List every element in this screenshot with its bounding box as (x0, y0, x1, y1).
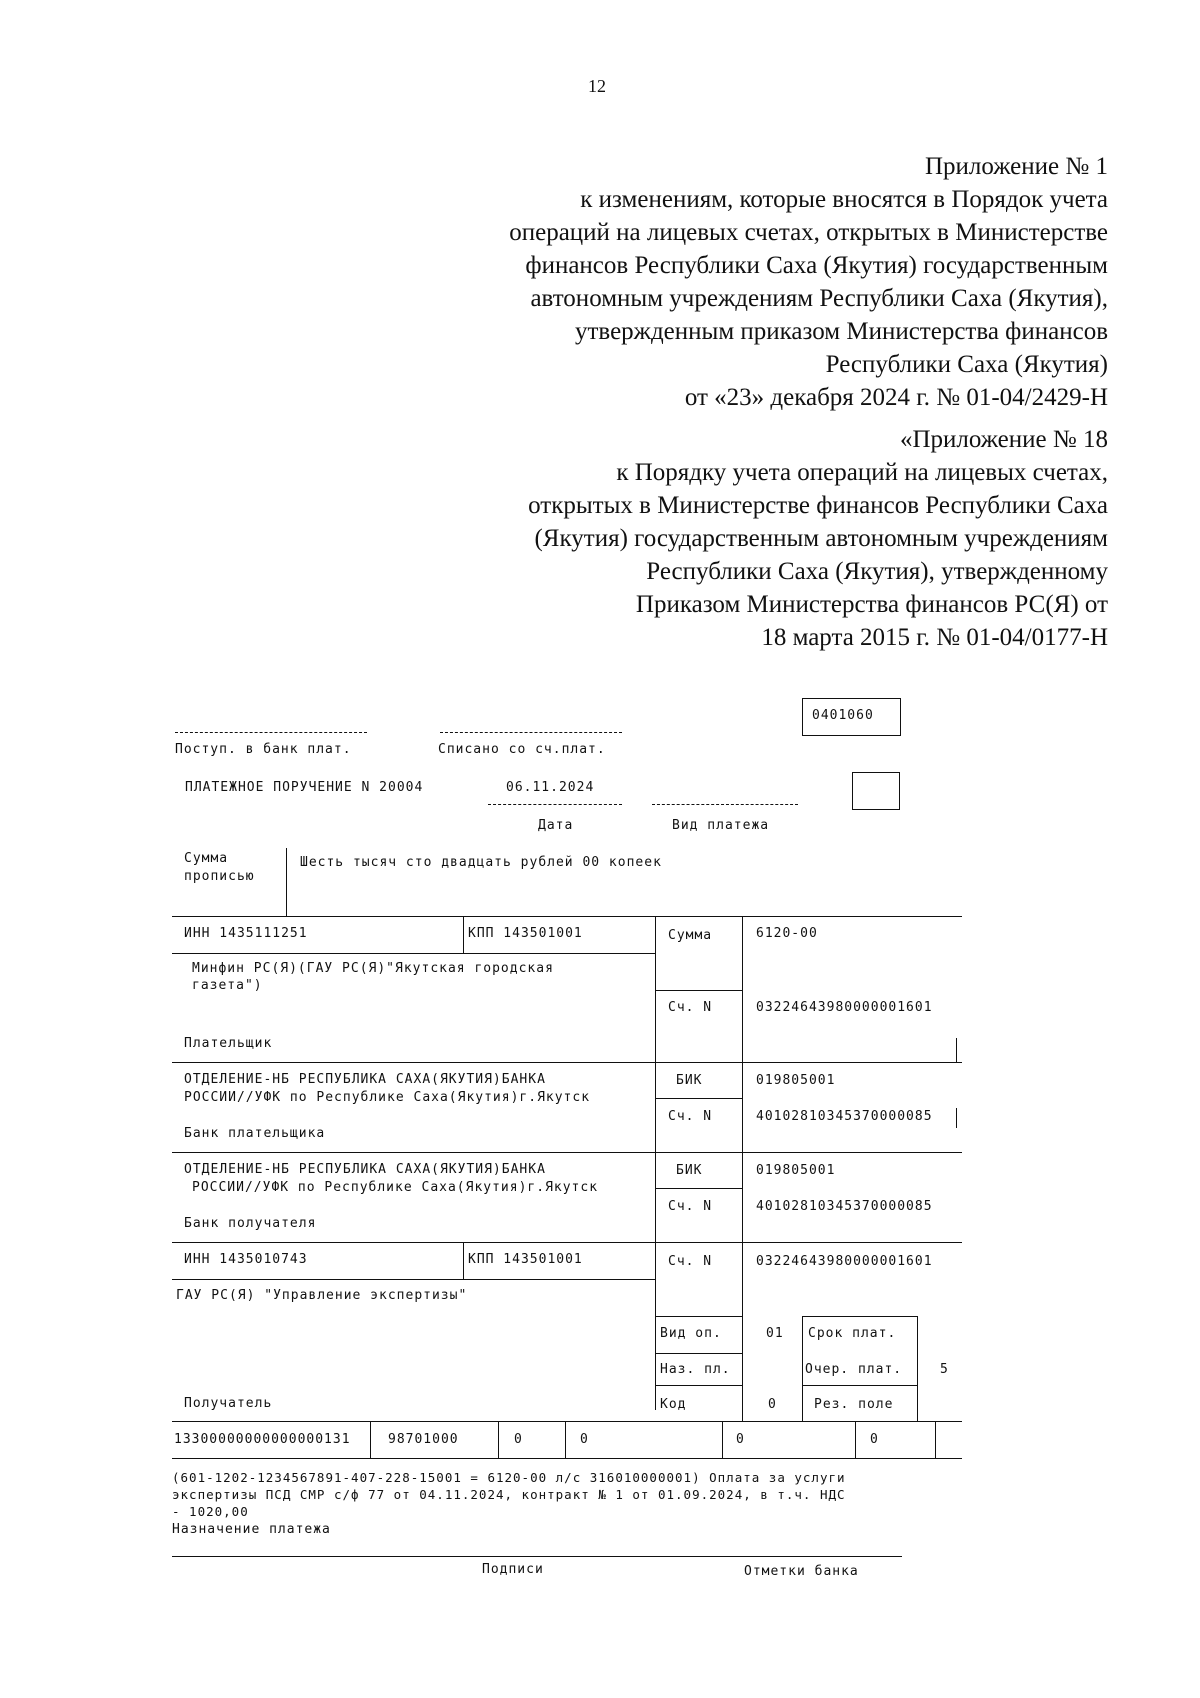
tax-field: 0 (870, 1432, 879, 1447)
payment-type-label: Вид платежа (672, 818, 770, 833)
payer-bank-bik-label: БИК (676, 1073, 703, 1088)
payer-bank-account-label: Сч. N (668, 1109, 713, 1124)
amount-words-label: Сумма (184, 851, 229, 866)
purpose-label: Назначение платежа (172, 1522, 331, 1537)
tax-field: 0 (580, 1432, 589, 1447)
appendix-18-line: 18 марта 2015 г. № 01-04/0177-Н (761, 624, 1108, 651)
payee-inn: ИНН 1435010743 (184, 1252, 308, 1267)
term-label: Срок плат. (808, 1326, 897, 1341)
tax-field-kbk: 13300000000000000131 (174, 1432, 351, 1447)
payee-bank-label: Банк получателя (184, 1216, 317, 1231)
payer-name-2: газета") (192, 978, 263, 993)
payee-bank-account-label: Сч. N (668, 1199, 713, 1214)
grid-line (802, 1316, 803, 1422)
grid-line (172, 1242, 962, 1243)
purpose-line: (601-1202-1234567891-407-228-15001 = 6120-00 л/с 316010000001) Оплата за услуги (172, 1470, 846, 1485)
signatures-label: Подписи (482, 1562, 544, 1577)
payee-name: ГАУ РС(Я) "Управление экспертизы" (176, 1288, 468, 1303)
grid-line (956, 1108, 957, 1128)
appendix-18-line: открытых в Министерстве финансов Республики Саха (528, 492, 1108, 519)
grid-line (172, 1152, 962, 1153)
appendix-18-line: Приказом Министерства финансов РС(Я) от (635, 591, 1108, 618)
amount-value: 6120-00 (756, 926, 818, 941)
payer-label: Плательщик (184, 1036, 273, 1051)
grid-line (498, 1421, 499, 1458)
grid-line (655, 1188, 742, 1189)
grid-line (935, 1421, 936, 1458)
signature-line (172, 1556, 902, 1557)
grid-line (855, 1421, 856, 1458)
code-value: 0 (768, 1397, 777, 1412)
payee-account: 03224643980000001601 (756, 1254, 933, 1269)
date-dash-line (488, 804, 622, 805)
grid-line (742, 916, 743, 1422)
appendix-18-line: к Порядку учета операций на лицевых счетах, (616, 459, 1108, 486)
grid-line (370, 1421, 371, 1458)
received-dash-line (175, 732, 367, 733)
grid-line (172, 1458, 962, 1459)
op-type-value: 01 (766, 1326, 784, 1341)
grid-line (917, 1316, 918, 1422)
payer-account-label: Сч. N (668, 1000, 713, 1015)
debited-label: Списано со сч.плат. (438, 742, 606, 757)
appendix-1-line: от «23» декабря 2024 г. № 01-04/2429-Н (684, 384, 1108, 411)
appendix-1-header (509, 150, 1108, 414)
grid-line (463, 916, 464, 954)
amount-words-label-2: прописью (184, 869, 255, 884)
payee-bank-account: 40102810345370000085 (756, 1199, 933, 1214)
payee-account-label: Сч. N (668, 1254, 713, 1269)
grid-line (655, 990, 742, 991)
grid-line (565, 1421, 566, 1458)
appendix-1-line: операций на лицевых счетах, открытых в Министерстве (509, 219, 1108, 246)
appendix-1-line: Приложение № 1 (924, 153, 1108, 180)
grid-line (802, 1316, 917, 1317)
payee-bank-bik: 019805001 (756, 1163, 836, 1178)
appendix-18-header (528, 423, 1108, 654)
grid-line (655, 1385, 742, 1386)
date-label: Дата (538, 818, 574, 833)
payer-name: Минфин РС(Я)(ГАУ РС(Я)"Якутская городская (192, 961, 554, 976)
grid-line (172, 1062, 962, 1063)
grid-line (172, 916, 962, 917)
payee-kpp: КПП 143501001 (468, 1252, 583, 1267)
grid-line (172, 1421, 962, 1422)
appendix-18-line: «Приложение № 18 (899, 426, 1108, 453)
priority-label: Очер. плат. (805, 1362, 903, 1377)
payment-type-dash-line (652, 804, 798, 805)
amount-words: Шесть тысяч сто двадцать рублей 00 копеек (300, 855, 662, 870)
form-code: 0401060 (812, 708, 874, 723)
order-date: 06.11.2024 (506, 780, 595, 795)
bank-marks-label: Отметки банка (744, 1564, 859, 1579)
payee-label: Получатель (184, 1396, 273, 1411)
appendix-18-line: Республики Саха (Якутия), утвержденному (646, 558, 1108, 585)
payer-bank-account: 40102810345370000085 (756, 1109, 933, 1124)
amount-words-divider (286, 848, 287, 916)
grid-line (655, 1353, 742, 1354)
grid-line (655, 1316, 742, 1317)
tax-field: 0 (736, 1432, 745, 1447)
grid-line (172, 953, 655, 954)
appendix-1-line: утвержденным приказом Министерства финансов (575, 318, 1108, 345)
grid-line (802, 1385, 917, 1386)
appendix-1-line: финансов Республики Саха (Якутия) государственным (525, 252, 1108, 279)
payer-account: 03224643980000001601 (756, 1000, 933, 1015)
order-title: ПЛАТЕЖНОЕ ПОРУЧЕНИЕ N 20004 (185, 780, 424, 795)
page-number: 12 (588, 76, 606, 96)
reserve-label: Рез. поле (814, 1397, 894, 1412)
payer-kpp: КПП 143501001 (468, 926, 583, 941)
code-label: Код (660, 1397, 687, 1412)
appendix-1-line: автономным учреждениям Республики Саха (Якутия), (530, 285, 1108, 312)
op-type-label: Вид оп. (660, 1326, 722, 1341)
amount-label: Сумма (668, 928, 713, 943)
payment-type-box (852, 772, 900, 810)
appendix-18-line: (Якутия) государственным автономным учреждениям (534, 525, 1108, 552)
payer-bank-name-2: РОССИИ//УФК по Республике Саха(Якутия)г.Якутск (184, 1090, 591, 1105)
appendix-1-line: Республики Саха (Якутия) (825, 351, 1108, 378)
purpose-line: экспертизы ПСД СМР с/ф 77 от 04.11.2024, контракт № 1 от 01.09.2024, в т.ч. НДС (172, 1487, 846, 1502)
payer-inn: ИНН 1435111251 (184, 926, 308, 941)
payee-bank-name: ОТДЕЛЕНИЕ-НБ РЕСПУБЛИКА САХА(ЯКУТИЯ)БАНКА (184, 1162, 546, 1177)
grid-line (463, 1242, 464, 1280)
purpose-line: - 1020,00 (172, 1504, 249, 1519)
grid-line (172, 1279, 655, 1280)
appendix-1-line: к изменениям, которые вносятся в Порядок учета (580, 186, 1108, 213)
grid-line (655, 1098, 742, 1099)
payee-bank-name-2: РОССИИ//УФК по Республике Саха(Якутия)г.Якутск (192, 1180, 599, 1195)
payer-bank-bik: 019805001 (756, 1073, 836, 1088)
tax-field: 0 (514, 1432, 523, 1447)
grid-line (722, 1421, 723, 1458)
payer-bank-name: ОТДЕЛЕНИЕ-НБ РЕСПУБЛИКА САХА(ЯКУТИЯ)БАНКА (184, 1072, 546, 1087)
priority-value: 5 (940, 1362, 949, 1377)
debited-dash-line (440, 732, 622, 733)
payee-bank-bik-label: БИК (676, 1163, 703, 1178)
grid-line (956, 1038, 957, 1062)
payer-bank-label: Банк плательщика (184, 1126, 326, 1141)
received-label: Поступ. в банк плат. (175, 742, 352, 757)
purpose-code-label: Наз. пл. (660, 1362, 731, 1377)
tax-field-oktmo: 98701000 (388, 1432, 459, 1447)
